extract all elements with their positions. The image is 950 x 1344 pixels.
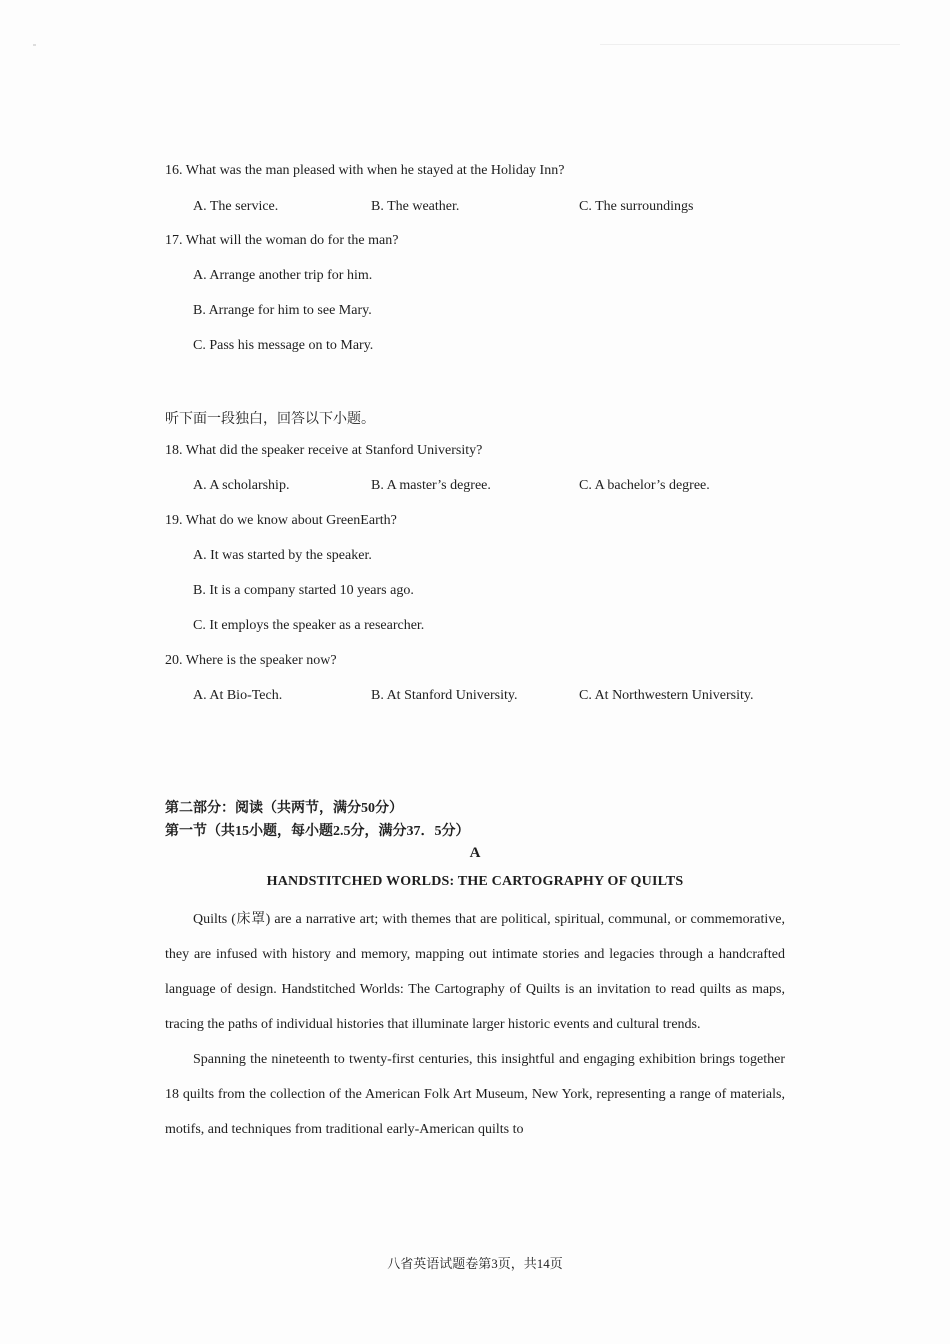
question-number: 17. <box>165 233 183 248</box>
question-number: 20. <box>165 653 183 668</box>
question-18 <box>165 443 482 459</box>
question-16 <box>165 163 564 179</box>
question-stem: What was the man pleased with when he stayed at the Holiday Inn? <box>185 163 565 178</box>
option-19-a: A. It was started by the speaker. <box>193 548 372 563</box>
option-19-c: C. It employs the speaker as a researcher. <box>193 618 425 633</box>
part2-heading: 第二部分：阅读（共两节，满分50分） <box>165 801 403 816</box>
option-18-a: A. A scholarship. <box>193 478 290 493</box>
listening-instruction: 听下面一段独白，回答以下小题。 <box>165 412 375 427</box>
option-19-b: B. It is a company started 10 years ago. <box>193 583 414 598</box>
passage-body <box>165 902 785 1147</box>
option-20-a: A. At Bio-Tech. <box>193 688 283 703</box>
scan-dot-mark <box>33 44 36 46</box>
section1-heading: 第一节（共15小题，每小题2.5分，满分37．5分） <box>165 824 470 839</box>
scan-edge-mark <box>600 44 900 45</box>
option-16-b: B. The weather. <box>371 199 460 214</box>
passage-title: HANDSTITCHED WORLDS: THE CARTOGRAPHY OF QUILTS <box>266 874 684 889</box>
option-16-a: A. The service. <box>193 199 279 214</box>
option-18-c: C. A bachelor’s degree. <box>579 478 710 493</box>
question-number: 19. <box>165 513 183 528</box>
passage-paragraph-2: Spanning the nineteenth to twenty-first centuries, this insightful and engaging exhibition brings together 18 quilts from the collection of the American Folk Art Museum, New York, representing a range of materials, motifs, and techniques from traditional early-American quilts to <box>165 1052 785 1137</box>
option-20-c: C. At Northwestern University. <box>579 688 754 703</box>
option-17-a: A. Arrange another trip for him. <box>193 268 373 283</box>
passage-paragraph-1: Quilts (床罩) are a narrative art; with themes that are political, spiritual, communal, or commemorative, they are infused with history and memory, mapping out intimate stories and legacies through a handcrafted language of design. Handstitched Worlds: The Cartography of Quilts is an invitation to read quilts as maps, tracing the paths of individual histories that illuminate larger historic events and cultural trends. <box>165 912 785 1032</box>
option-18-b: B. A master’s degree. <box>371 478 491 493</box>
question-stem: Where is the speaker now? <box>185 653 337 668</box>
question-number: 18. <box>165 443 183 458</box>
question-stem: What did the speaker receive at Stanford University? <box>185 443 483 458</box>
option-20-b: B. At Stanford University. <box>371 688 518 703</box>
page-footer: 八省英语试题卷第3页，共14页 <box>387 1256 563 1271</box>
question-17 <box>165 233 398 249</box>
option-17-c: C. Pass his message on to Mary. <box>193 338 374 353</box>
question-stem: What do we know about GreenEarth? <box>185 513 397 528</box>
question-20 <box>165 653 337 669</box>
passage-letter: A <box>469 845 481 861</box>
option-16-c: C. The surroundings <box>579 199 694 214</box>
question-19 <box>165 513 397 529</box>
question-number: 16. <box>165 163 183 178</box>
question-stem: What will the woman do for the man? <box>185 233 399 248</box>
option-17-b: B. Arrange for him to see Mary. <box>193 303 372 318</box>
